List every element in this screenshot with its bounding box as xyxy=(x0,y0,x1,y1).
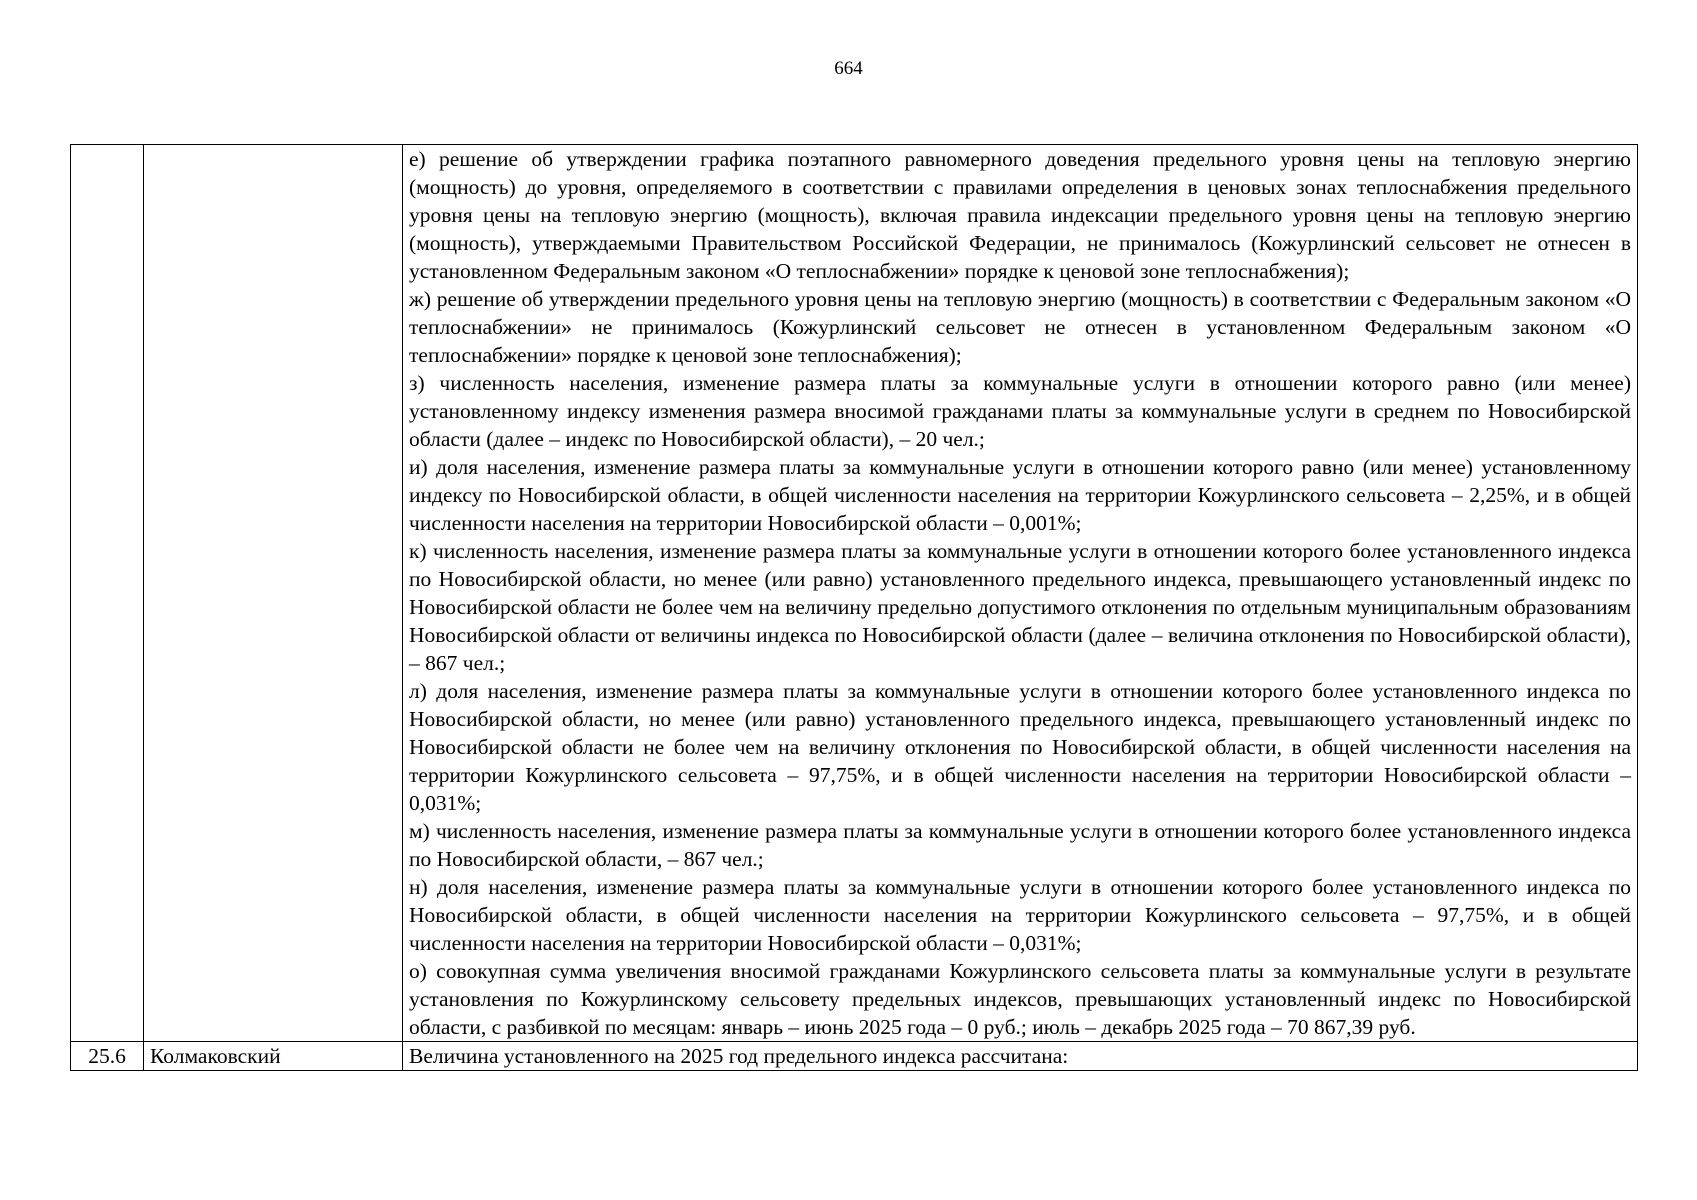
paragraph-z: з) численность населения, изменение размера платы за коммунальные услуги в отношении которого равно (или менее) установленному индексу изменения размера вносимой гражданами платы за коммунальные услуги в среднем по Новосибирской области (далее – индекс по Новосибирской области), – 20 чел.; xyxy=(409,371,1631,451)
municipality-name-cell xyxy=(144,145,403,1042)
document-table xyxy=(70,144,1638,1071)
paragraph-n: н) доля населения, изменение размера платы за коммунальные услуги в отношении которого более установленного индекса по Новосибирской области, в общей численности населения на территории Кожурлинского сельсовета – 97,75%, и в общей численности населения на территории Новосибирской области – 0,031%; xyxy=(409,875,1631,955)
paragraph-l: л) доля населения, изменение размера платы за коммунальные услуги в отношении которого более установленного индекса по Новосибирской области, но менее (или равно) установленного предельного индекса, превышающего установленный индекс по Новосибирской области не более чем на величину отклонения по Новосибирской области, в общей численности населения на территории Кожурлинского сельсовета – 97,75%, и в общей численности населения на территории Новосибирской области – 0,031%; xyxy=(409,679,1631,815)
description-cell xyxy=(403,1042,1638,1071)
paragraph-e: е) решение об утверждении графика поэтапного равномерного доведения предельного уровня цены на тепловую энергию (мощность) до уровня, определяемого в соответствии с правилами определения в ценовых зонах теплоснабжения предельного уровня цены на тепловую энергию (мощность), включая правила индексации предельного уровня цены на тепловую энергию (мощность), утверждаемыми Правительством Российской Федерации, не принималось (Кожурлинский сельсовет не отнесен в установленном Федеральным законом «О теплоснабжении» порядке к ценовой зоне теплоснабжения); xyxy=(409,147,1631,283)
paragraph-k: к) численность населения, изменение размера платы за коммунальные услуги в отношении которого более установленного индекса по Новосибирской области, но менее (или равно) установленного предельного индекса, превышающего установленный индекс по Новосибирской области не более чем на величину предельно допустимого отклонения по отдельным муниципальным образованиям Новосибирской области от величины индекса по Новосибирской области (далее – величина отклонения по Новосибирской области), – 867 чел.; xyxy=(409,539,1631,675)
paragraph-i: и) доля населения, изменение размера платы за коммунальные услуги в отношении которого равно (или менее) установленному индексу по Новосибирской области, в общей численности населения на территории Кожурлинского сельсовета – 2,25%, и в общей численности населения на территории Новосибирской области – 0,001%; xyxy=(409,455,1631,535)
row-number-cell xyxy=(71,145,144,1042)
municipality-name-cell: Колмаковский xyxy=(144,1042,403,1071)
paragraph-zh: ж) решение об утверждении предельного уровня цены на тепловую энергию (мощность) в соответствии с Федеральным законом «О теплоснабжении» не принималось (Кожурлинский сельсовет не отнесен в установленном Федеральным законом «О теплоснабжении» порядке к ценовой зоне теплоснабжения); xyxy=(409,287,1631,367)
row-number-cell: 25.6 xyxy=(71,1042,144,1071)
table-row xyxy=(71,145,1638,1042)
paragraph-o: о) совокупная сумма увеличения вносимой гражданами Кожурлинского сельсовета платы за коммунальные услуги в результате установления по Кожурлинскому сельсовету предельных индексов, превышающих установленный индекс по Новосибирской области, с разбивкой по месяцам: январь – июнь 2025 года – 0 руб.; июль – декабрь 2025 года – 70 867,39 руб. xyxy=(409,959,1631,1039)
page-number: 664 xyxy=(834,58,863,79)
table-row xyxy=(71,1042,1638,1071)
paragraph-intro: Величина установленного на 2025 год предельного индекса рассчитана: xyxy=(409,1044,1069,1068)
description-cell xyxy=(403,145,1638,1042)
paragraph-m: м) численность населения, изменение размера платы за коммунальные услуги в отношении которого более установленного индекса по Новосибирской области, – 867 чел.; xyxy=(409,819,1631,871)
